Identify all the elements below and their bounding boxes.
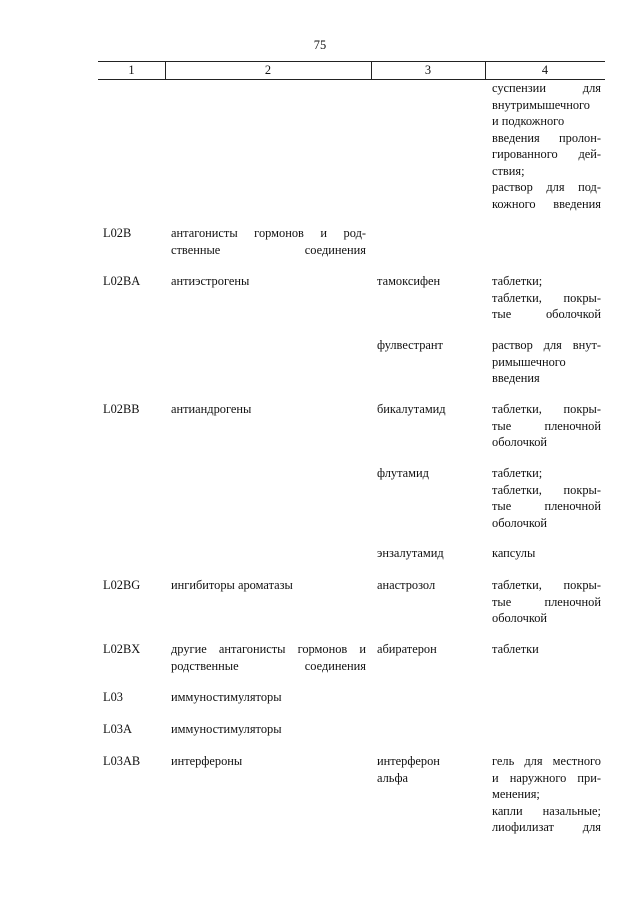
- substance-name-line: анастрозол: [377, 578, 436, 592]
- atc-code: [103, 273, 165, 290]
- dosage-forms-line: капсулы: [492, 546, 536, 560]
- group-name: [171, 641, 366, 674]
- dosage-forms-line: введения пролон-: [492, 130, 601, 145]
- dosage-forms-line: и подкожного: [492, 114, 565, 128]
- group-name-line: родственные соединения: [171, 658, 366, 673]
- substance-name-line: абиратерон: [377, 642, 437, 656]
- group-name-line: ственные соединения: [171, 242, 366, 257]
- dosage-forms: [492, 465, 601, 531]
- group-name-line: другие антагонисты гормонов и: [171, 642, 366, 656]
- atc-code-line: L02B: [103, 226, 132, 240]
- dosage-forms-line: тые пленочной: [492, 418, 601, 433]
- substance-name: [377, 465, 477, 482]
- atc-code-line: L03: [103, 690, 123, 704]
- dosage-forms-line: менения;: [492, 787, 540, 801]
- page-number: 75: [313, 38, 327, 52]
- atc-code-line: L03A: [103, 722, 132, 736]
- dosage-forms: [492, 80, 601, 212]
- substance-name: [377, 273, 477, 290]
- dosage-forms-line: тые пленочной: [492, 594, 601, 609]
- dosage-forms-line: таблетки, покры-: [492, 290, 601, 305]
- group-name-line: интерфероны: [171, 754, 243, 768]
- dosage-forms-line: тые пленочной: [492, 499, 601, 513]
- group-name: [171, 273, 366, 290]
- group-name: [171, 401, 366, 418]
- dosage-forms-line: внутримышечного: [492, 97, 590, 112]
- group-name-line: иммуностимуляторы: [171, 722, 282, 736]
- atc-code: [103, 641, 165, 658]
- group-name-line: антиэстрогены: [171, 274, 250, 288]
- group-name-line: иммуностимуляторы: [171, 690, 282, 704]
- dosage-forms-line: капли назальные;: [492, 803, 601, 818]
- atc-code: [103, 689, 165, 706]
- atc-code: [103, 225, 165, 242]
- dosage-forms-line: ствия;: [492, 163, 525, 178]
- substance-name: [377, 753, 477, 786]
- dosage-forms-line: кожного введения: [492, 196, 601, 211]
- group-name: [171, 577, 366, 594]
- dosage-forms-line: оболочкой: [492, 515, 548, 530]
- dosage-forms-line: суспензии для: [492, 81, 601, 95]
- dosage-forms-line: лиофилизат для: [492, 820, 601, 834]
- group-name-line: ингибиторы ароматазы: [171, 578, 293, 592]
- atc-code: [103, 721, 165, 738]
- atc-code: [103, 577, 165, 594]
- dosage-forms-line: таблетки, покры-: [492, 578, 601, 592]
- substance-name: [377, 401, 477, 418]
- dosage-forms: [492, 545, 601, 562]
- dosage-forms-line: тые оболочкой: [492, 307, 601, 321]
- dosage-forms: [492, 273, 601, 323]
- dosage-forms-line: таблетки;: [492, 274, 543, 288]
- dosage-forms: [492, 577, 601, 627]
- substance-name-line: альфа: [377, 770, 408, 785]
- atc-code-line: L02BX: [103, 642, 141, 656]
- atc-code: [103, 401, 165, 418]
- substance-name-line: фулвестрант: [377, 338, 443, 352]
- dosage-forms-line: римышечного: [492, 354, 566, 369]
- substance-name-line: бикалутамид: [377, 402, 446, 416]
- atc-code-line: L02BB: [103, 402, 140, 416]
- atc-code-line: L02BG: [103, 578, 141, 592]
- group-name: [171, 689, 366, 706]
- column-header-1: 1: [128, 63, 135, 77]
- dosage-forms-line: раствор для под-: [492, 180, 601, 194]
- column-header-2: 2: [264, 63, 272, 77]
- substance-name-line: тамоксифен: [377, 274, 441, 288]
- group-name: [171, 721, 366, 738]
- dosage-forms: [492, 641, 601, 658]
- group-name: [171, 225, 366, 258]
- dosage-forms: [492, 753, 601, 836]
- dosage-forms-line: таблетки: [492, 642, 539, 656]
- dosage-forms-line: раствор для внут-: [492, 338, 601, 352]
- dosage-forms-line: оболочкой: [492, 611, 548, 625]
- column-header-3: 3: [424, 63, 432, 77]
- dosage-forms-line: гель для местного: [492, 754, 601, 768]
- group-name-line: антагонисты гормонов и род-: [171, 226, 366, 240]
- dosage-forms-line: оболочкой: [492, 435, 548, 449]
- group-name: [171, 753, 366, 770]
- table-header: [98, 61, 605, 80]
- dosage-forms: [492, 401, 601, 451]
- dosage-forms: [492, 337, 601, 387]
- atc-code: [103, 753, 165, 770]
- dosage-forms-line: таблетки, покры-: [492, 402, 601, 416]
- dosage-forms-line: таблетки, покры-: [492, 482, 601, 497]
- dosage-forms-line: введения: [492, 371, 540, 385]
- substance-name-line: интерферон: [377, 754, 440, 768]
- dosage-forms-line: и наружного при-: [492, 770, 601, 785]
- atc-code-line: L02BA: [103, 274, 141, 288]
- substance-name: [377, 577, 477, 594]
- substance-name: [377, 337, 477, 354]
- substance-name: [377, 545, 477, 562]
- atc-code-line: L03AB: [103, 754, 141, 768]
- dosage-forms-line: таблетки;: [492, 466, 543, 480]
- dosage-forms-line: гированного дей-: [492, 147, 601, 161]
- substance-name-line: флутамид: [377, 466, 429, 480]
- substance-name: [377, 641, 477, 658]
- column-header-4: 4: [541, 63, 549, 77]
- substance-name-line: энзалутамид: [377, 546, 444, 560]
- group-name-line: антиандрогены: [171, 402, 252, 416]
